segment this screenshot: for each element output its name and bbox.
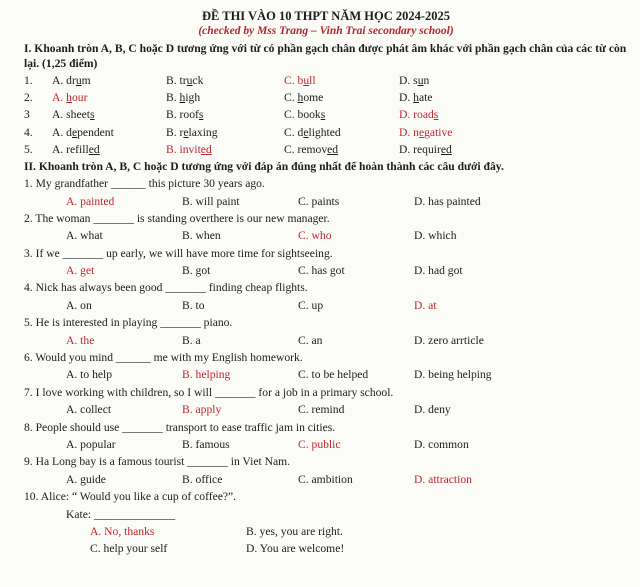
option-text: C. book	[284, 108, 321, 122]
answer-option[interactable]	[399, 73, 549, 88]
option-text: gative	[424, 125, 453, 139]
question-text: 9. Ha Long bay is a famous tourist _______ in Viet Nam.	[24, 455, 291, 469]
exam-subtitle: (checked by Mss Trang – Vinh Trai secondary school)	[198, 25, 454, 37]
underlined-letters: s	[198, 108, 204, 122]
answer-option[interactable]	[284, 142, 399, 157]
option-text: C. b	[284, 74, 304, 88]
answer-option[interactable]: B. famous	[182, 437, 230, 451]
option-text: C. remov	[284, 142, 328, 156]
underlined-letters: h	[413, 91, 419, 105]
answer-option[interactable]: B. got	[182, 264, 211, 278]
underlined-letters: ed	[327, 142, 339, 156]
answer-option[interactable]	[48, 73, 166, 88]
answer-option[interactable]: D. common	[414, 437, 469, 451]
underlined-letters: s	[320, 108, 326, 122]
answer-option[interactable]: D. attraction	[414, 472, 472, 486]
question-options	[24, 436, 628, 453]
pronunciation-row	[24, 89, 628, 106]
answer-option[interactable]	[166, 125, 284, 140]
answer-option[interactable]: A. popular	[66, 437, 116, 451]
q10-options-row-2	[24, 540, 628, 557]
underlined-letters: ed	[88, 142, 100, 156]
section2-heading: II. Khoanh tròn A, B, C hoặc D tương ứng với đáp án đúng nhất để hoàn thành các câu dưới đây.	[24, 159, 504, 173]
underlined-letters: h	[66, 91, 72, 105]
answer-option[interactable]	[284, 73, 399, 88]
underlined-letters: e	[418, 125, 425, 139]
option-text: B. roof	[166, 108, 199, 122]
answer-option[interactable]: C. to be helped	[298, 368, 369, 382]
row-number: 1.	[24, 74, 33, 88]
question-options	[24, 192, 628, 209]
answer-option[interactable]: B. when	[182, 229, 221, 243]
answer-option[interactable]: A. collect	[66, 403, 112, 417]
option-text: A. sheet	[52, 108, 90, 122]
option-text: lighted	[308, 125, 341, 139]
pronunciation-row	[24, 106, 628, 123]
answer-option[interactable]: C. ambition	[298, 472, 353, 486]
row-number: 5.	[24, 142, 33, 156]
exam-title: ĐỀ THI VÀO 10 THPT NĂM HỌC 2024-2025	[201, 9, 451, 23]
answer-option[interactable]: B. a	[182, 333, 201, 347]
question-text: 5. He is interested in playing _______ piano.	[24, 316, 233, 330]
answer-option[interactable]	[166, 73, 284, 88]
section2-questions	[24, 175, 628, 488]
underlined-letters: h	[297, 91, 304, 105]
option-text: igh	[185, 91, 201, 105]
question-block	[24, 210, 628, 245]
q10-options-row-1	[24, 523, 628, 540]
option-text: B. invit	[166, 142, 201, 156]
question-options	[24, 401, 628, 418]
answer-option[interactable]	[48, 142, 166, 157]
row-number: 4.	[24, 125, 33, 139]
answer-option[interactable]: D. at	[414, 298, 437, 312]
option-text: ck	[192, 74, 204, 88]
answer-option[interactable]: B. apply	[182, 403, 222, 417]
answer-option[interactable]: A. the	[66, 333, 95, 347]
answer-option[interactable]: A. get	[66, 264, 95, 278]
option-text: A. refill	[52, 142, 89, 156]
question-text: 6. Would you mind ______ me with my English homework.	[24, 351, 303, 365]
question-10	[24, 488, 628, 558]
answer-option[interactable]: B. to	[182, 298, 205, 312]
answer-option[interactable]: A. on	[66, 298, 92, 312]
option-text: D. requir	[399, 142, 441, 156]
answer-option[interactable]: C. has got	[298, 264, 345, 278]
answer-option[interactable]	[166, 142, 284, 157]
option-text: D.	[399, 91, 414, 105]
option-text: B. tr	[166, 74, 187, 88]
underlined-letters: e	[71, 125, 78, 139]
underlined-letters: u	[75, 74, 82, 88]
pronunciation-row	[24, 72, 628, 89]
option-text: n	[423, 74, 430, 88]
answer-option[interactable]: B. helping	[182, 368, 231, 382]
question-text: 2. The woman _______ is standing overthere is our new manager.	[24, 211, 330, 225]
question-block	[24, 245, 628, 280]
answer-option[interactable]: D. being helping	[414, 368, 492, 382]
answer-option[interactable]	[284, 107, 399, 122]
question-block	[24, 418, 628, 453]
answer-option[interactable]	[399, 142, 549, 157]
answer-option[interactable]: B. will paint	[182, 194, 240, 208]
option-text: ll	[309, 74, 316, 88]
answer-option[interactable]	[48, 125, 166, 140]
option-text: laxing	[188, 125, 218, 139]
answer-option[interactable]: D. deny	[414, 403, 451, 417]
question-block	[24, 175, 628, 210]
answer-option[interactable]: D. had got	[414, 264, 463, 278]
option-text: B. r	[166, 125, 184, 139]
question-text: 4. Nick has always been good _______ finding cheap flights.	[24, 281, 308, 295]
answer-option[interactable]	[166, 90, 284, 105]
answer-option[interactable]	[399, 125, 549, 140]
question-block	[24, 384, 628, 419]
underlined-letters: u	[303, 74, 310, 88]
answer-option[interactable]: C. help your self	[90, 542, 168, 556]
answer-option[interactable]	[284, 90, 399, 105]
underlined-letters: u	[417, 74, 424, 88]
section1-rows	[24, 72, 628, 158]
answer-option[interactable]	[166, 107, 284, 122]
answer-option[interactable]: D. which	[414, 229, 457, 243]
section1-heading: I. Khoanh tròn A, B, C hoặc D tương ứng với từ có phần gạch chân được phát âm khác với phần gạch chân của các từ còn lại. (1,25 điểm)	[24, 42, 627, 70]
option-text: A. d	[52, 125, 72, 139]
option-text: D. s	[399, 74, 418, 88]
question-text: 10. Alice: “ Would you like a cup of coffee?”.	[24, 490, 237, 504]
answer-option[interactable]: D. zero arrticle	[414, 333, 484, 347]
question-options	[24, 227, 628, 244]
row-number: 2.	[24, 91, 33, 105]
underlined-letters: s	[433, 108, 439, 122]
underlined-letters: h	[179, 91, 186, 105]
pronunciation-row	[24, 124, 628, 141]
question-block	[24, 314, 628, 349]
question-options	[24, 331, 628, 348]
answer-option[interactable]: A. No, thanks	[90, 524, 155, 538]
answer-option[interactable]	[399, 90, 549, 105]
underlined-letters: u	[186, 74, 193, 88]
underlined-letters: e	[303, 125, 309, 139]
answer-option[interactable]: A. what	[66, 229, 103, 243]
row-number: 3	[24, 108, 30, 122]
answer-option[interactable]: C. public	[298, 437, 341, 451]
answer-option[interactable]: A. to help	[66, 368, 113, 382]
question-options	[24, 471, 628, 488]
option-text: m	[81, 74, 91, 88]
answer-option[interactable]: B. office	[182, 472, 223, 486]
question-block	[24, 349, 628, 384]
kate-line: Kate: ______________	[66, 507, 176, 521]
answer-option[interactable]: C. an	[298, 333, 323, 347]
underlined-letters: e	[183, 125, 189, 139]
option-text: D. road	[399, 108, 434, 122]
option-text: our	[71, 91, 88, 105]
pronunciation-row	[24, 141, 628, 158]
option-text: C.	[284, 91, 298, 105]
answer-option[interactable]: A. guide	[66, 472, 106, 486]
answer-option[interactable]: C. who	[298, 229, 332, 243]
answer-option[interactable]: C. paints	[298, 194, 340, 208]
answer-option[interactable]	[284, 125, 399, 140]
answer-option[interactable]: B. yes, you are right.	[246, 524, 343, 538]
question-block	[24, 279, 628, 314]
answer-option[interactable]	[48, 107, 166, 122]
answer-option[interactable]: A. painted	[66, 194, 115, 208]
option-text: pendent	[77, 125, 114, 139]
option-text: B.	[166, 91, 180, 105]
question-options	[24, 366, 628, 383]
question-options	[24, 262, 628, 279]
option-text: A. dr	[52, 74, 76, 88]
underlined-letters: ed	[440, 142, 452, 156]
question-text: 3. If we _______ up early, we will have more time for sightseeing.	[24, 246, 333, 260]
option-text: A.	[52, 91, 67, 105]
answer-option[interactable]: C. remind	[298, 403, 345, 417]
answer-option[interactable]	[48, 90, 166, 105]
option-text: C. d	[284, 125, 304, 139]
question-block	[24, 453, 628, 488]
answer-option[interactable]: D. has painted	[414, 194, 481, 208]
question-options	[24, 297, 628, 314]
answer-option[interactable]	[399, 107, 549, 122]
answer-option[interactable]: D. You are welcome!	[246, 542, 345, 556]
question-text: 8. People should use _______ transport to ease traffic jam in cities.	[24, 420, 336, 434]
option-text: ate	[418, 91, 433, 105]
question-text: 7. I love working with children, so I will _______ for a job in a primary school.	[24, 385, 394, 399]
question-text: 1. My grandfather ______ this picture 30 years ago.	[24, 177, 265, 191]
option-text: ome	[303, 91, 324, 105]
underlined-letters: ed	[200, 142, 212, 156]
underlined-letters: s	[90, 108, 95, 122]
answer-option[interactable]: C. up	[298, 298, 324, 312]
option-text: D. n	[399, 125, 419, 139]
